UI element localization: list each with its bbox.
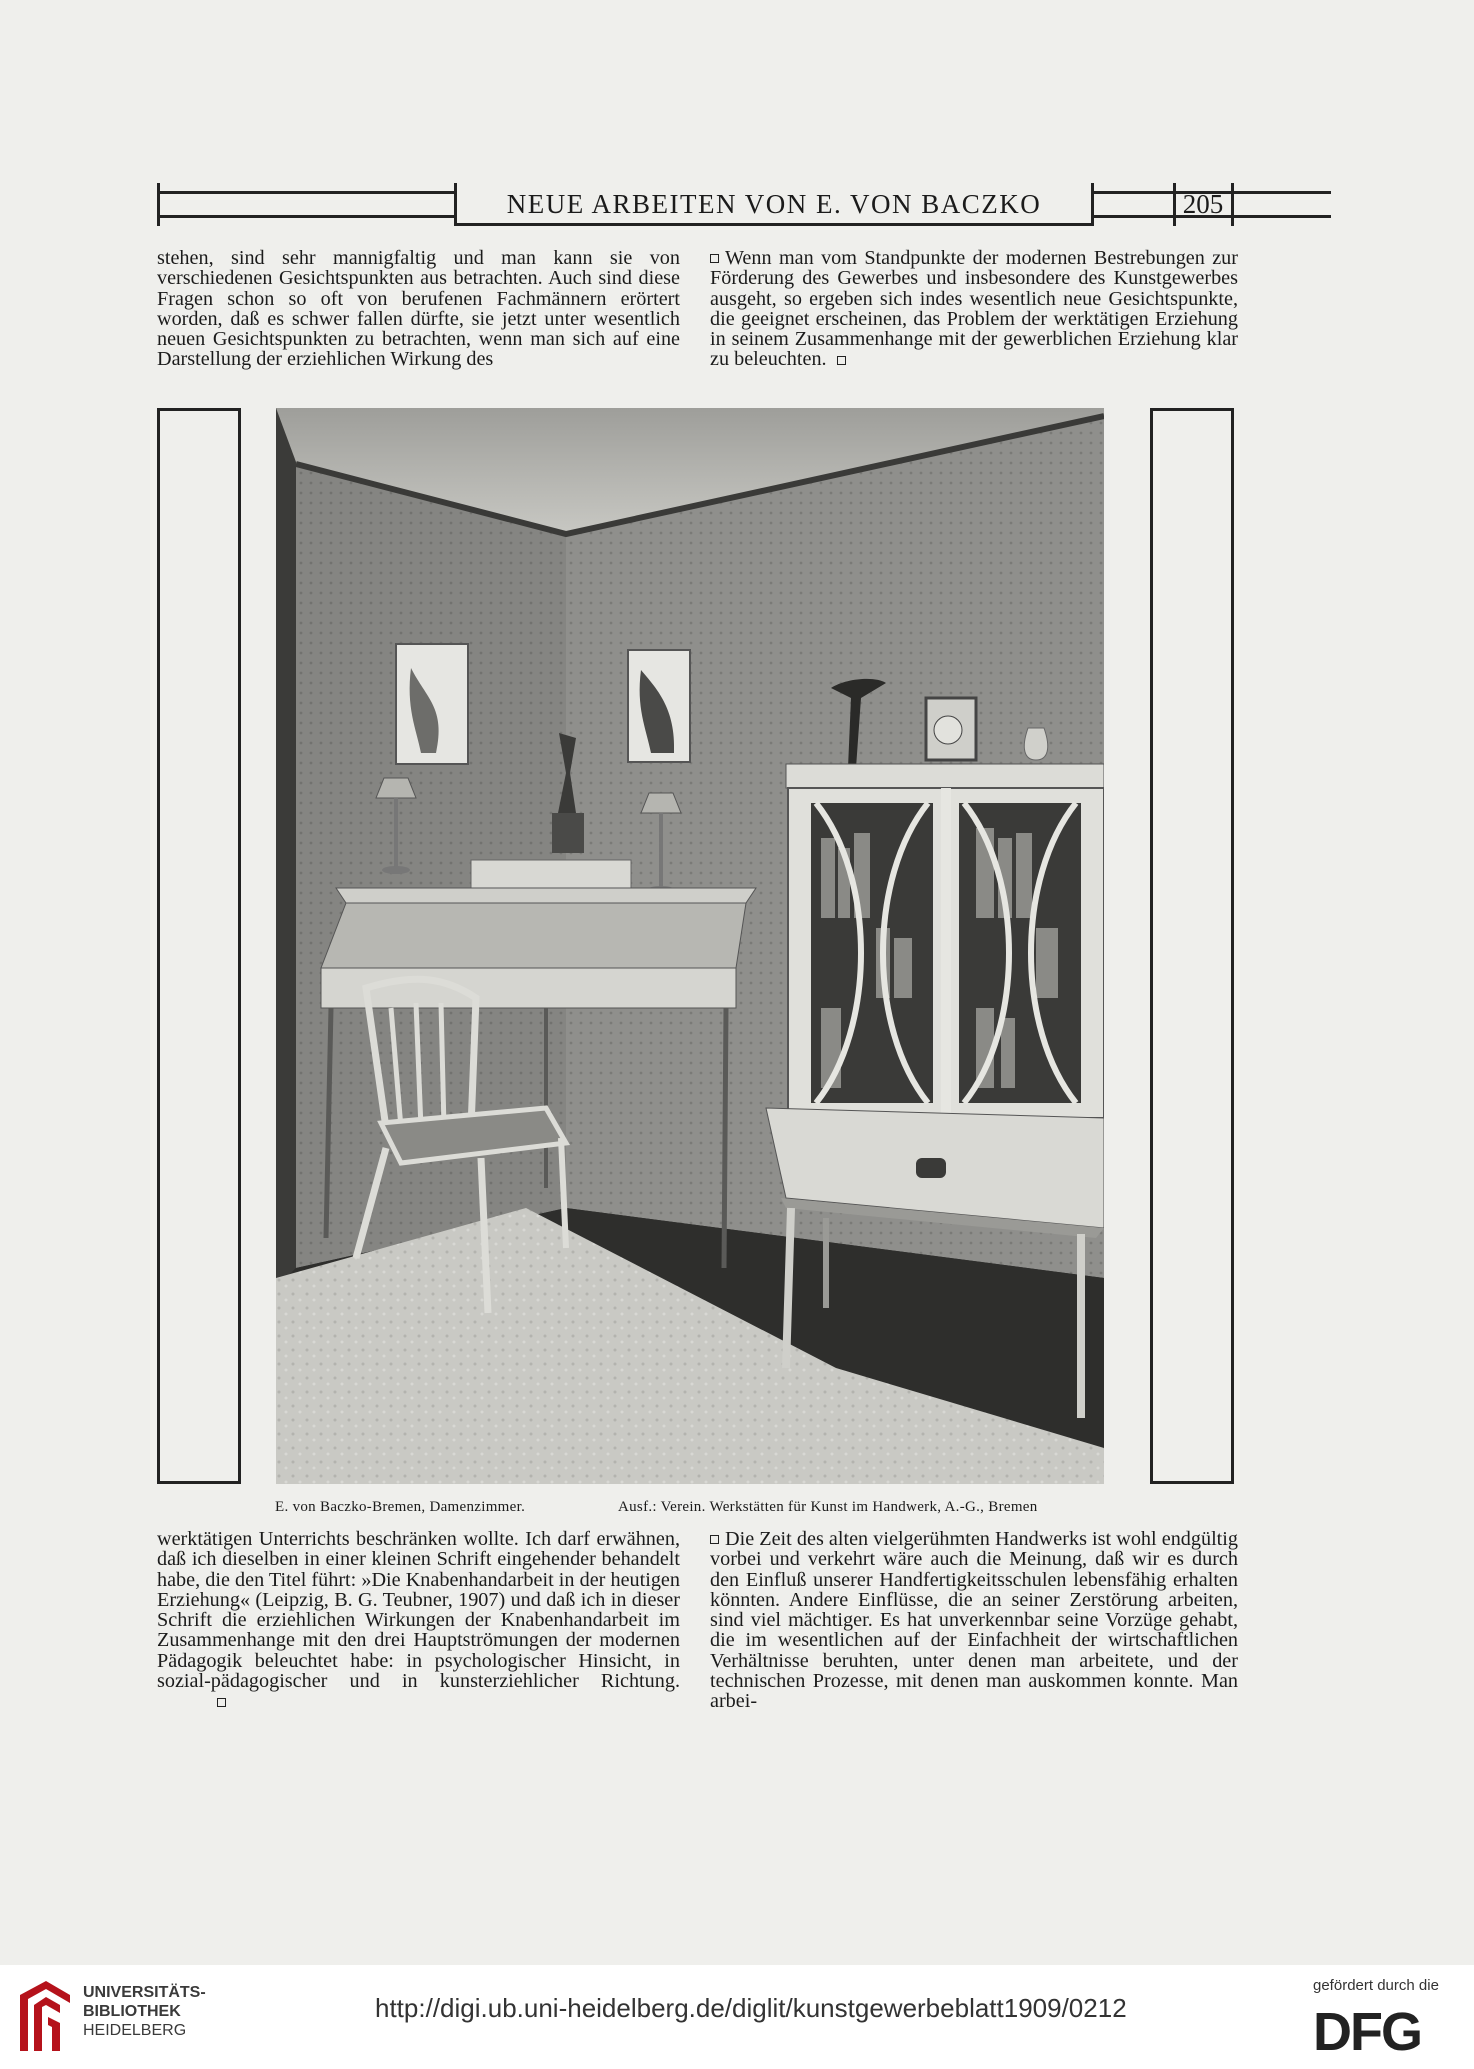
text-column-bottom-left (157, 1529, 680, 1712)
page-title: NEUE ARBEITEN VON E. VON BACZKO (506, 189, 1042, 219)
library-name-line: HEIDELBERG (83, 2022, 187, 2039)
figure-caption-right: Ausf.: Verein. Werkstätten für Kunst im Handwerk, A.-G., Bremen (618, 1499, 1038, 1515)
paragraph (157, 1529, 680, 1712)
header-rule (157, 191, 454, 194)
funding-caption: gefördert durch die (1313, 1977, 1439, 1994)
paragraph-marker-icon (710, 254, 719, 263)
paragraph-end-icon (217, 1698, 226, 1707)
header-rule (454, 223, 1094, 226)
dfg-logo: DFG (1313, 2002, 1421, 2062)
header-right-bar (1231, 183, 1234, 226)
library-name-line: UNIVERSITÄTS- (83, 1984, 206, 2001)
header-left-bar (157, 183, 160, 226)
figure-frame-left (157, 408, 241, 1484)
photograph-image (276, 408, 1104, 1484)
figure-frame-right (1150, 408, 1234, 1484)
paragraph-text: Die Zeit des alten vielgerühmten Handwerks ist wohl endgültig vorbei und verkehrt wäre auch die Meinung, daß wir es durch den Einfluß unserer Handfertigkeitsschulen lebensfähig erhalten könnten. Andere Einflüsse, die an seiner Zerstörung arbeiten, sind viel mächtiger. Es hat unverkennbar seine Vorzüge gehabt, die im wesentlichen auf der Einfachheit der wirtschaftlichen Verhältnisse beruhten, unter denen man arbeitete, und der technischen Prozesse, mit denen man auskommen konnte. Man arbei- (710, 1528, 1238, 1713)
header-rule (157, 215, 454, 218)
permalink-url[interactable]: http://digi.ub.uni-heidelberg.de/diglit/kunstgewerbeblatt1909/0212 (375, 1993, 1127, 2023)
running-header (157, 183, 1234, 226)
text-column-bottom-right (710, 1529, 1238, 1712)
library-name (83, 1983, 206, 2040)
paragraph-end-icon (837, 356, 846, 365)
digitization-footer (0, 1965, 1474, 2069)
library-name-line: BIBLIOTHEK (83, 2003, 181, 2020)
header-divider (1091, 183, 1094, 226)
photograph-damenzimmer (276, 408, 1104, 1484)
paragraph (710, 248, 1238, 370)
paragraph: stehen, sind sehr mannigfaltig und man kann sie von verschiedenen Gesichtspunkten aus betrachten. Auch sind diese Fragen schon so oft von berufenen Fachmännern erörtert worden, daß es schwer fallen dürfte, sie jetzt unter wesentlich neuen Gesichtspunkten zu betrachten, wenn man sich auf eine Darstellung der erziehlichen Wirkung des (157, 247, 680, 371)
page-number: 205 (1182, 189, 1224, 219)
paragraph-text: werktätigen Unterrichts beschränken wollte. Ich darf erwähnen, daß ich dieselben in einer kleinen Schrift eingehender behandelt habe, die den Titel führt: »Die Knabenhandarbeit in der heutigen Erziehung« (Leipzig, B. G. Teubner, 1907) und daß ich in dieser Schrift die erziehlichen Wirkungen der Knabenhandarbeit im Zusammenhange mit den drei Hauptströmungen der modernen Pädagogik beleuchtet habe: in psychologischer Hinsicht, in sozial-pädagogischer und in kunsterziehlicher Richtung. (157, 1528, 680, 1693)
figure-caption-left: E. von Baczko-Bremen, Damenzimmer. (275, 1499, 526, 1515)
text-column-top-right (710, 248, 1238, 370)
paragraph (710, 1529, 1238, 1712)
text-column-top-left (157, 248, 680, 370)
paragraph-marker-icon (710, 1535, 719, 1544)
paragraph-text: Wenn man vom Standpunkte der modernen Bestrebungen zur Förderung des Gewerbes und insbesondere des Kunstgewerbes ausgeht, so ergeben sich indes wesentlich neue Gesichtspunkte, die geeignet erscheinen, das Problem der werktätigen Erziehung in seinem Zusammenhange mit der gewerblichen Erziehung klar zu beleuchten. (710, 247, 1238, 371)
university-library-logo-icon (16, 1977, 74, 2055)
